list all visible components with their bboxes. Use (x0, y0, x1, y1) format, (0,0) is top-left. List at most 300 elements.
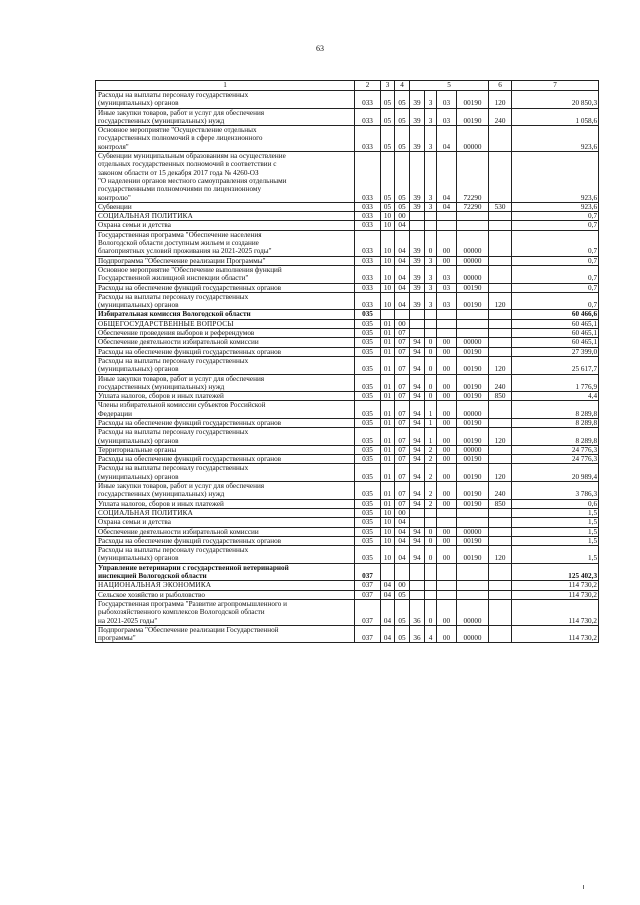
subprogram-code-cell: 3 (425, 283, 437, 292)
program-code-cell: 36 (410, 599, 425, 625)
amount-cell: 4,4 (512, 392, 599, 401)
ministry-code-cell: 035 (355, 464, 381, 482)
section-code-cell: 10 (381, 283, 395, 292)
row-name-cell: СОЦИАЛЬНАЯ ПОЛИТИКА (96, 508, 355, 517)
subsection-code-cell: 07 (395, 418, 410, 427)
section-code-cell: 04 (381, 599, 395, 625)
section-code-cell: 04 (381, 625, 395, 643)
subsection-code-cell: 05 (395, 625, 410, 643)
direction-code-cell (457, 212, 489, 221)
amount-cell: 923,6 (512, 126, 599, 152)
table-row (96, 428, 599, 446)
table-row (96, 108, 599, 126)
row-name-cell: Иные закупки товаров, работ и услуг для обеспечения государственных (муниципальных) нужд (96, 482, 355, 500)
expense-type-cell (489, 599, 512, 625)
subsection-code-cell: 07 (395, 374, 410, 392)
subsection-code-cell: 07 (395, 392, 410, 401)
subsection-code-cell: 04 (395, 518, 410, 527)
subsection-code-cell (395, 563, 410, 581)
row-name-cell: Охрана семьи и детства (96, 221, 355, 230)
amount-cell: 1,5 (512, 546, 599, 564)
row-name-cell: Расходы на выплаты персоналу государственных (муниципальных) органов (96, 91, 355, 109)
subsection-code-cell: 05 (395, 126, 410, 152)
amount-cell: 114 730,2 (512, 581, 599, 590)
amount-cell: 1,5 (512, 527, 599, 536)
section-code-cell: 01 (381, 482, 395, 500)
table-row (96, 329, 599, 338)
row-name-cell: Расходы на обеспечение функций государственных органов (96, 536, 355, 545)
direction-code-cell (457, 518, 489, 527)
table-row (96, 445, 599, 454)
subsection-code-cell: 05 (395, 590, 410, 599)
subsection-code-cell: 05 (395, 91, 410, 109)
direction-code-cell: 00000 (457, 625, 489, 643)
ministry-code-cell: 037 (355, 625, 381, 643)
table-row (96, 508, 599, 517)
section-code-cell: 10 (381, 536, 395, 545)
program-code-cell: 39 (410, 152, 425, 203)
program-code-cell: 94 (410, 338, 425, 347)
expense-type-cell: 120 (489, 464, 512, 482)
row-name-cell: Управление ветеринарии с государственной ветеринарной инспекцией Вологодской области (96, 563, 355, 581)
ministry-code-cell: 035 (355, 428, 381, 446)
measure-code-cell: 00 (437, 527, 457, 536)
amount-cell: 923,6 (512, 152, 599, 203)
direction-code-cell: 00000 (457, 230, 489, 256)
row-name-cell: Расходы на обеспечение функций государственных органов (96, 455, 355, 464)
direction-code-cell (457, 329, 489, 338)
amount-cell: 0,7 (512, 221, 599, 230)
table-row (96, 482, 599, 500)
table-row (96, 625, 599, 643)
expense-type-cell (489, 152, 512, 203)
program-code-cell: 39 (410, 126, 425, 152)
ministry-code-cell: 035 (355, 527, 381, 536)
ministry-code-cell: 035 (355, 392, 381, 401)
ministry-code-cell: 033 (355, 256, 381, 265)
subsection-code-cell: 05 (395, 202, 410, 211)
expense-type-cell: 530 (489, 202, 512, 211)
subprogram-code-cell: 0 (425, 392, 437, 401)
amount-cell: 0,7 (512, 265, 599, 283)
header-col-2: 2 (355, 81, 381, 91)
direction-code-cell: 72290 (457, 202, 489, 211)
ministry-code-cell: 035 (355, 536, 381, 545)
table-row (96, 455, 599, 464)
table-row (96, 527, 599, 536)
direction-code-cell (457, 563, 489, 581)
amount-cell: 60 465,1 (512, 329, 599, 338)
subsection-code-cell: 05 (395, 152, 410, 203)
expense-type-cell (489, 563, 512, 581)
measure-code-cell: 03 (437, 108, 457, 126)
direction-code-cell (457, 508, 489, 517)
amount-cell: 1 058,6 (512, 108, 599, 126)
subprogram-code-cell: 0 (425, 546, 437, 564)
table-header-row (96, 81, 599, 91)
measure-code-cell (437, 581, 457, 590)
expense-type-cell (489, 230, 512, 256)
section-code-cell: 05 (381, 108, 395, 126)
section-code-cell: 05 (381, 152, 395, 203)
header-col-5: 5 (410, 81, 489, 91)
expense-type-cell (489, 590, 512, 599)
table-row (96, 212, 599, 221)
subprogram-code-cell: 3 (425, 265, 437, 283)
section-code-cell: 01 (381, 445, 395, 454)
page-mark (583, 885, 584, 889)
table-row (96, 126, 599, 152)
section-code-cell: 01 (381, 392, 395, 401)
program-code-cell: 94 (410, 546, 425, 564)
section-code-cell: 01 (381, 319, 395, 328)
expense-type-cell (489, 625, 512, 643)
direction-code-cell: 00000 (457, 338, 489, 347)
amount-cell: 60 465,1 (512, 338, 599, 347)
section-code-cell: 01 (381, 329, 395, 338)
amount-cell: 0,6 (512, 499, 599, 508)
direction-code-cell: 00190 (457, 455, 489, 464)
subsection-code-cell: 07 (395, 482, 410, 500)
program-code-cell: 94 (410, 401, 425, 419)
amount-cell: 0,7 (512, 230, 599, 256)
direction-code-cell (457, 319, 489, 328)
amount-cell: 1 776,9 (512, 374, 599, 392)
amount-cell: 114 730,2 (512, 599, 599, 625)
expense-type-cell (489, 518, 512, 527)
subprogram-code-cell: 3 (425, 108, 437, 126)
row-name-cell: Расходы на выплаты персоналу государственных (муниципальных) органов (96, 428, 355, 446)
amount-cell: 20 850,3 (512, 91, 599, 109)
ministry-code-cell: 035 (355, 319, 381, 328)
section-code-cell (381, 310, 395, 319)
subprogram-code-cell (425, 319, 437, 328)
table-row (96, 599, 599, 625)
expense-type-cell: 240 (489, 482, 512, 500)
subsection-code-cell (395, 310, 410, 319)
program-code-cell: 94 (410, 482, 425, 500)
section-code-cell: 01 (381, 418, 395, 427)
subprogram-code-cell: 0 (425, 347, 437, 356)
section-code-cell: 01 (381, 499, 395, 508)
amount-cell: 24 776,3 (512, 455, 599, 464)
measure-code-cell: 00 (437, 445, 457, 454)
row-name-cell: Охрана семьи и детства (96, 518, 355, 527)
subprogram-code-cell: 0 (425, 356, 437, 374)
subsection-code-cell: 07 (395, 499, 410, 508)
table-row (96, 536, 599, 545)
expense-type-cell (489, 319, 512, 328)
subprogram-code-cell (425, 212, 437, 221)
ministry-code-cell: 035 (355, 508, 381, 517)
amount-cell: 0,7 (512, 256, 599, 265)
amount-cell: 25 617,7 (512, 356, 599, 374)
program-code-cell (410, 590, 425, 599)
subprogram-code-cell (425, 581, 437, 590)
ministry-code-cell: 035 (355, 338, 381, 347)
section-code-cell: 01 (381, 338, 395, 347)
program-code-cell (410, 508, 425, 517)
subsection-code-cell: 00 (395, 319, 410, 328)
expense-type-cell (489, 347, 512, 356)
program-code-cell: 39 (410, 283, 425, 292)
expense-type-cell (489, 581, 512, 590)
subsection-code-cell: 04 (395, 292, 410, 310)
subsection-code-cell: 07 (395, 455, 410, 464)
direction-code-cell: 00000 (457, 599, 489, 625)
ministry-code-cell: 037 (355, 590, 381, 599)
header-col-4: 4 (395, 81, 410, 91)
section-code-cell: 01 (381, 401, 395, 419)
measure-code-cell: 00 (437, 338, 457, 347)
expense-type-cell (489, 418, 512, 427)
expense-type-cell (489, 401, 512, 419)
program-code-cell: 39 (410, 202, 425, 211)
subprogram-code-cell: 1 (425, 401, 437, 419)
ministry-code-cell: 035 (355, 482, 381, 500)
table-row (96, 563, 599, 581)
row-name-cell: Расходы на выплаты персоналу государственных (муниципальных) органов (96, 356, 355, 374)
ministry-code-cell: 037 (355, 581, 381, 590)
program-code-cell: 94 (410, 356, 425, 374)
direction-code-cell (457, 581, 489, 590)
ministry-code-cell: 035 (355, 329, 381, 338)
direction-code-cell: 00190 (457, 347, 489, 356)
table-row (96, 392, 599, 401)
program-code-cell (410, 329, 425, 338)
measure-code-cell: 00 (437, 464, 457, 482)
row-name-cell: Обеспечение проведения выборов и референдумов (96, 329, 355, 338)
section-code-cell: 01 (381, 347, 395, 356)
section-code-cell: 10 (381, 527, 395, 536)
ministry-code-cell: 033 (355, 126, 381, 152)
subprogram-code-cell: 2 (425, 455, 437, 464)
amount-cell: 24 776,3 (512, 445, 599, 454)
direction-code-cell: 00190 (457, 418, 489, 427)
subprogram-code-cell (425, 508, 437, 517)
direction-code-cell (457, 310, 489, 319)
direction-code-cell (457, 221, 489, 230)
direction-code-cell: 00190 (457, 374, 489, 392)
section-code-cell: 10 (381, 546, 395, 564)
section-code-cell: 10 (381, 230, 395, 256)
measure-code-cell: 00 (437, 625, 457, 643)
expense-type-cell: 240 (489, 374, 512, 392)
ministry-code-cell: 033 (355, 221, 381, 230)
subprogram-code-cell: 2 (425, 499, 437, 508)
expense-type-cell (489, 310, 512, 319)
measure-code-cell: 03 (437, 292, 457, 310)
direction-code-cell: 00190 (457, 499, 489, 508)
expense-type-cell: 120 (489, 546, 512, 564)
expense-type-cell: 850 (489, 499, 512, 508)
subsection-code-cell: 07 (395, 338, 410, 347)
measure-code-cell: 00 (437, 418, 457, 427)
measure-code-cell: 00 (437, 536, 457, 545)
measure-code-cell: 04 (437, 152, 457, 203)
subsection-code-cell: 05 (395, 599, 410, 625)
table-row (96, 230, 599, 256)
table-row (96, 152, 599, 203)
measure-code-cell: 04 (437, 126, 457, 152)
section-code-cell: 10 (381, 292, 395, 310)
direction-code-cell: 00000 (457, 126, 489, 152)
program-code-cell (410, 212, 425, 221)
subsection-code-cell: 05 (395, 108, 410, 126)
section-code-cell: 10 (381, 518, 395, 527)
amount-cell: 60 465,1 (512, 319, 599, 328)
amount-cell: 27 399,0 (512, 347, 599, 356)
expense-type-cell: 120 (489, 356, 512, 374)
section-code-cell: 05 (381, 202, 395, 211)
amount-cell: 0,7 (512, 283, 599, 292)
subprogram-code-cell: 0 (425, 338, 437, 347)
subprogram-code-cell: 2 (425, 445, 437, 454)
program-code-cell: 39 (410, 292, 425, 310)
subprogram-code-cell: 3 (425, 91, 437, 109)
ministry-code-cell: 035 (355, 356, 381, 374)
direction-code-cell: 00000 (457, 265, 489, 283)
subprogram-code-cell: 3 (425, 292, 437, 310)
ministry-code-cell: 037 (355, 599, 381, 625)
section-code-cell: 01 (381, 428, 395, 446)
row-name-cell: Расходы на выплаты персоналу государственных (муниципальных) органов (96, 292, 355, 310)
table-row (96, 374, 599, 392)
direction-code-cell: 00000 (457, 527, 489, 536)
subprogram-code-cell: 0 (425, 374, 437, 392)
subsection-code-cell: 07 (395, 356, 410, 374)
measure-code-cell: 00 (437, 482, 457, 500)
expense-type-cell (489, 329, 512, 338)
subprogram-code-cell: 1 (425, 418, 437, 427)
row-name-cell: Субвенции (96, 202, 355, 211)
subprogram-code-cell: 2 (425, 464, 437, 482)
subprogram-code-cell: 3 (425, 256, 437, 265)
row-name-cell: Иные закупки товаров, работ и услуг для обеспечения государственных (муниципальных) нужд (96, 108, 355, 126)
measure-code-cell (437, 212, 457, 221)
expense-type-cell (489, 536, 512, 545)
subprogram-code-cell: 0 (425, 230, 437, 256)
ministry-code-cell: 035 (355, 518, 381, 527)
header-col-1: 1 (96, 81, 355, 91)
subprogram-code-cell: 3 (425, 152, 437, 203)
subsection-code-cell: 07 (395, 464, 410, 482)
program-code-cell: 39 (410, 256, 425, 265)
expense-type-cell (489, 283, 512, 292)
amount-cell: 8 289,8 (512, 418, 599, 427)
program-code-cell: 94 (410, 527, 425, 536)
expense-type-cell (489, 338, 512, 347)
amount-cell: 125 402,3 (512, 563, 599, 581)
subprogram-code-cell (425, 518, 437, 527)
ministry-code-cell: 035 (355, 445, 381, 454)
header-col-3: 3 (381, 81, 395, 91)
row-name-cell: Уплата налогов, сборов и иных платежей (96, 499, 355, 508)
subsection-code-cell: 04 (395, 265, 410, 283)
program-code-cell: 94 (410, 445, 425, 454)
measure-code-cell (437, 221, 457, 230)
row-name-cell: Расходы на обеспечение функций государственных органов (96, 347, 355, 356)
measure-code-cell: 00 (437, 347, 457, 356)
amount-cell: 0,7 (512, 212, 599, 221)
subprogram-code-cell: 1 (425, 428, 437, 446)
program-code-cell (410, 518, 425, 527)
measure-code-cell (437, 590, 457, 599)
measure-code-cell: 00 (437, 499, 457, 508)
program-code-cell: 94 (410, 499, 425, 508)
ministry-code-cell: 033 (355, 212, 381, 221)
subprogram-code-cell (425, 221, 437, 230)
program-code-cell: 39 (410, 108, 425, 126)
amount-cell: 8 289,8 (512, 428, 599, 446)
ministry-code-cell: 035 (355, 374, 381, 392)
measure-code-cell (437, 310, 457, 319)
table-row (96, 310, 599, 319)
amount-cell: 60 466,6 (512, 310, 599, 319)
subsection-code-cell: 00 (395, 508, 410, 517)
row-name-cell: Основное мероприятие "Обеспечение выполнения функций Государственной жилищной инспекции области" (96, 265, 355, 283)
expense-type-cell (489, 265, 512, 283)
budget-table (95, 80, 599, 643)
table-row (96, 499, 599, 508)
amount-cell: 20 989,4 (512, 464, 599, 482)
section-code-cell: 10 (381, 508, 395, 517)
table-row (96, 221, 599, 230)
row-name-cell: Расходы на обеспечение функций государственных органов (96, 283, 355, 292)
table-body (96, 81, 599, 643)
subsection-code-cell: 07 (395, 347, 410, 356)
subsection-code-cell: 00 (395, 581, 410, 590)
measure-code-cell: 00 (437, 374, 457, 392)
ministry-code-cell: 035 (355, 455, 381, 464)
subsection-code-cell: 07 (395, 401, 410, 419)
direction-code-cell: 00190 (457, 356, 489, 374)
direction-code-cell: 00190 (457, 428, 489, 446)
table-row (96, 356, 599, 374)
subprogram-code-cell: 0 (425, 527, 437, 536)
program-code-cell (410, 319, 425, 328)
measure-code-cell (437, 329, 457, 338)
table-row (96, 202, 599, 211)
section-code-cell: 05 (381, 91, 395, 109)
measure-code-cell: 00 (437, 392, 457, 401)
direction-code-cell: 00190 (457, 482, 489, 500)
row-name-cell: Избирательная комиссия Вологодской области (96, 310, 355, 319)
amount-cell: 0,7 (512, 292, 599, 310)
direction-code-cell (457, 590, 489, 599)
table-row (96, 338, 599, 347)
measure-code-cell: 00 (437, 455, 457, 464)
measure-code-cell (437, 508, 457, 517)
section-code-cell: 04 (381, 581, 395, 590)
subprogram-code-cell: 4 (425, 625, 437, 643)
row-name-cell: Подпрограмма "Обеспечение реализации Программы" (96, 256, 355, 265)
direction-code-cell: 72290 (457, 152, 489, 203)
expense-type-cell (489, 221, 512, 230)
table-row (96, 319, 599, 328)
expense-type-cell (489, 445, 512, 454)
ministry-code-cell: 033 (355, 202, 381, 211)
subsection-code-cell: 04 (395, 536, 410, 545)
section-code-cell: 10 (381, 265, 395, 283)
program-code-cell: 36 (410, 625, 425, 643)
measure-code-cell: 00 (437, 599, 457, 625)
program-code-cell (410, 310, 425, 319)
table-row (96, 256, 599, 265)
measure-code-cell: 04 (437, 202, 457, 211)
subsection-code-cell: 04 (395, 221, 410, 230)
row-name-cell: Государственная программа "Обеспечение населения Вологодской области доступным жильем и создание благоприятных условий проживания на 2021-2025 годы" (96, 230, 355, 256)
